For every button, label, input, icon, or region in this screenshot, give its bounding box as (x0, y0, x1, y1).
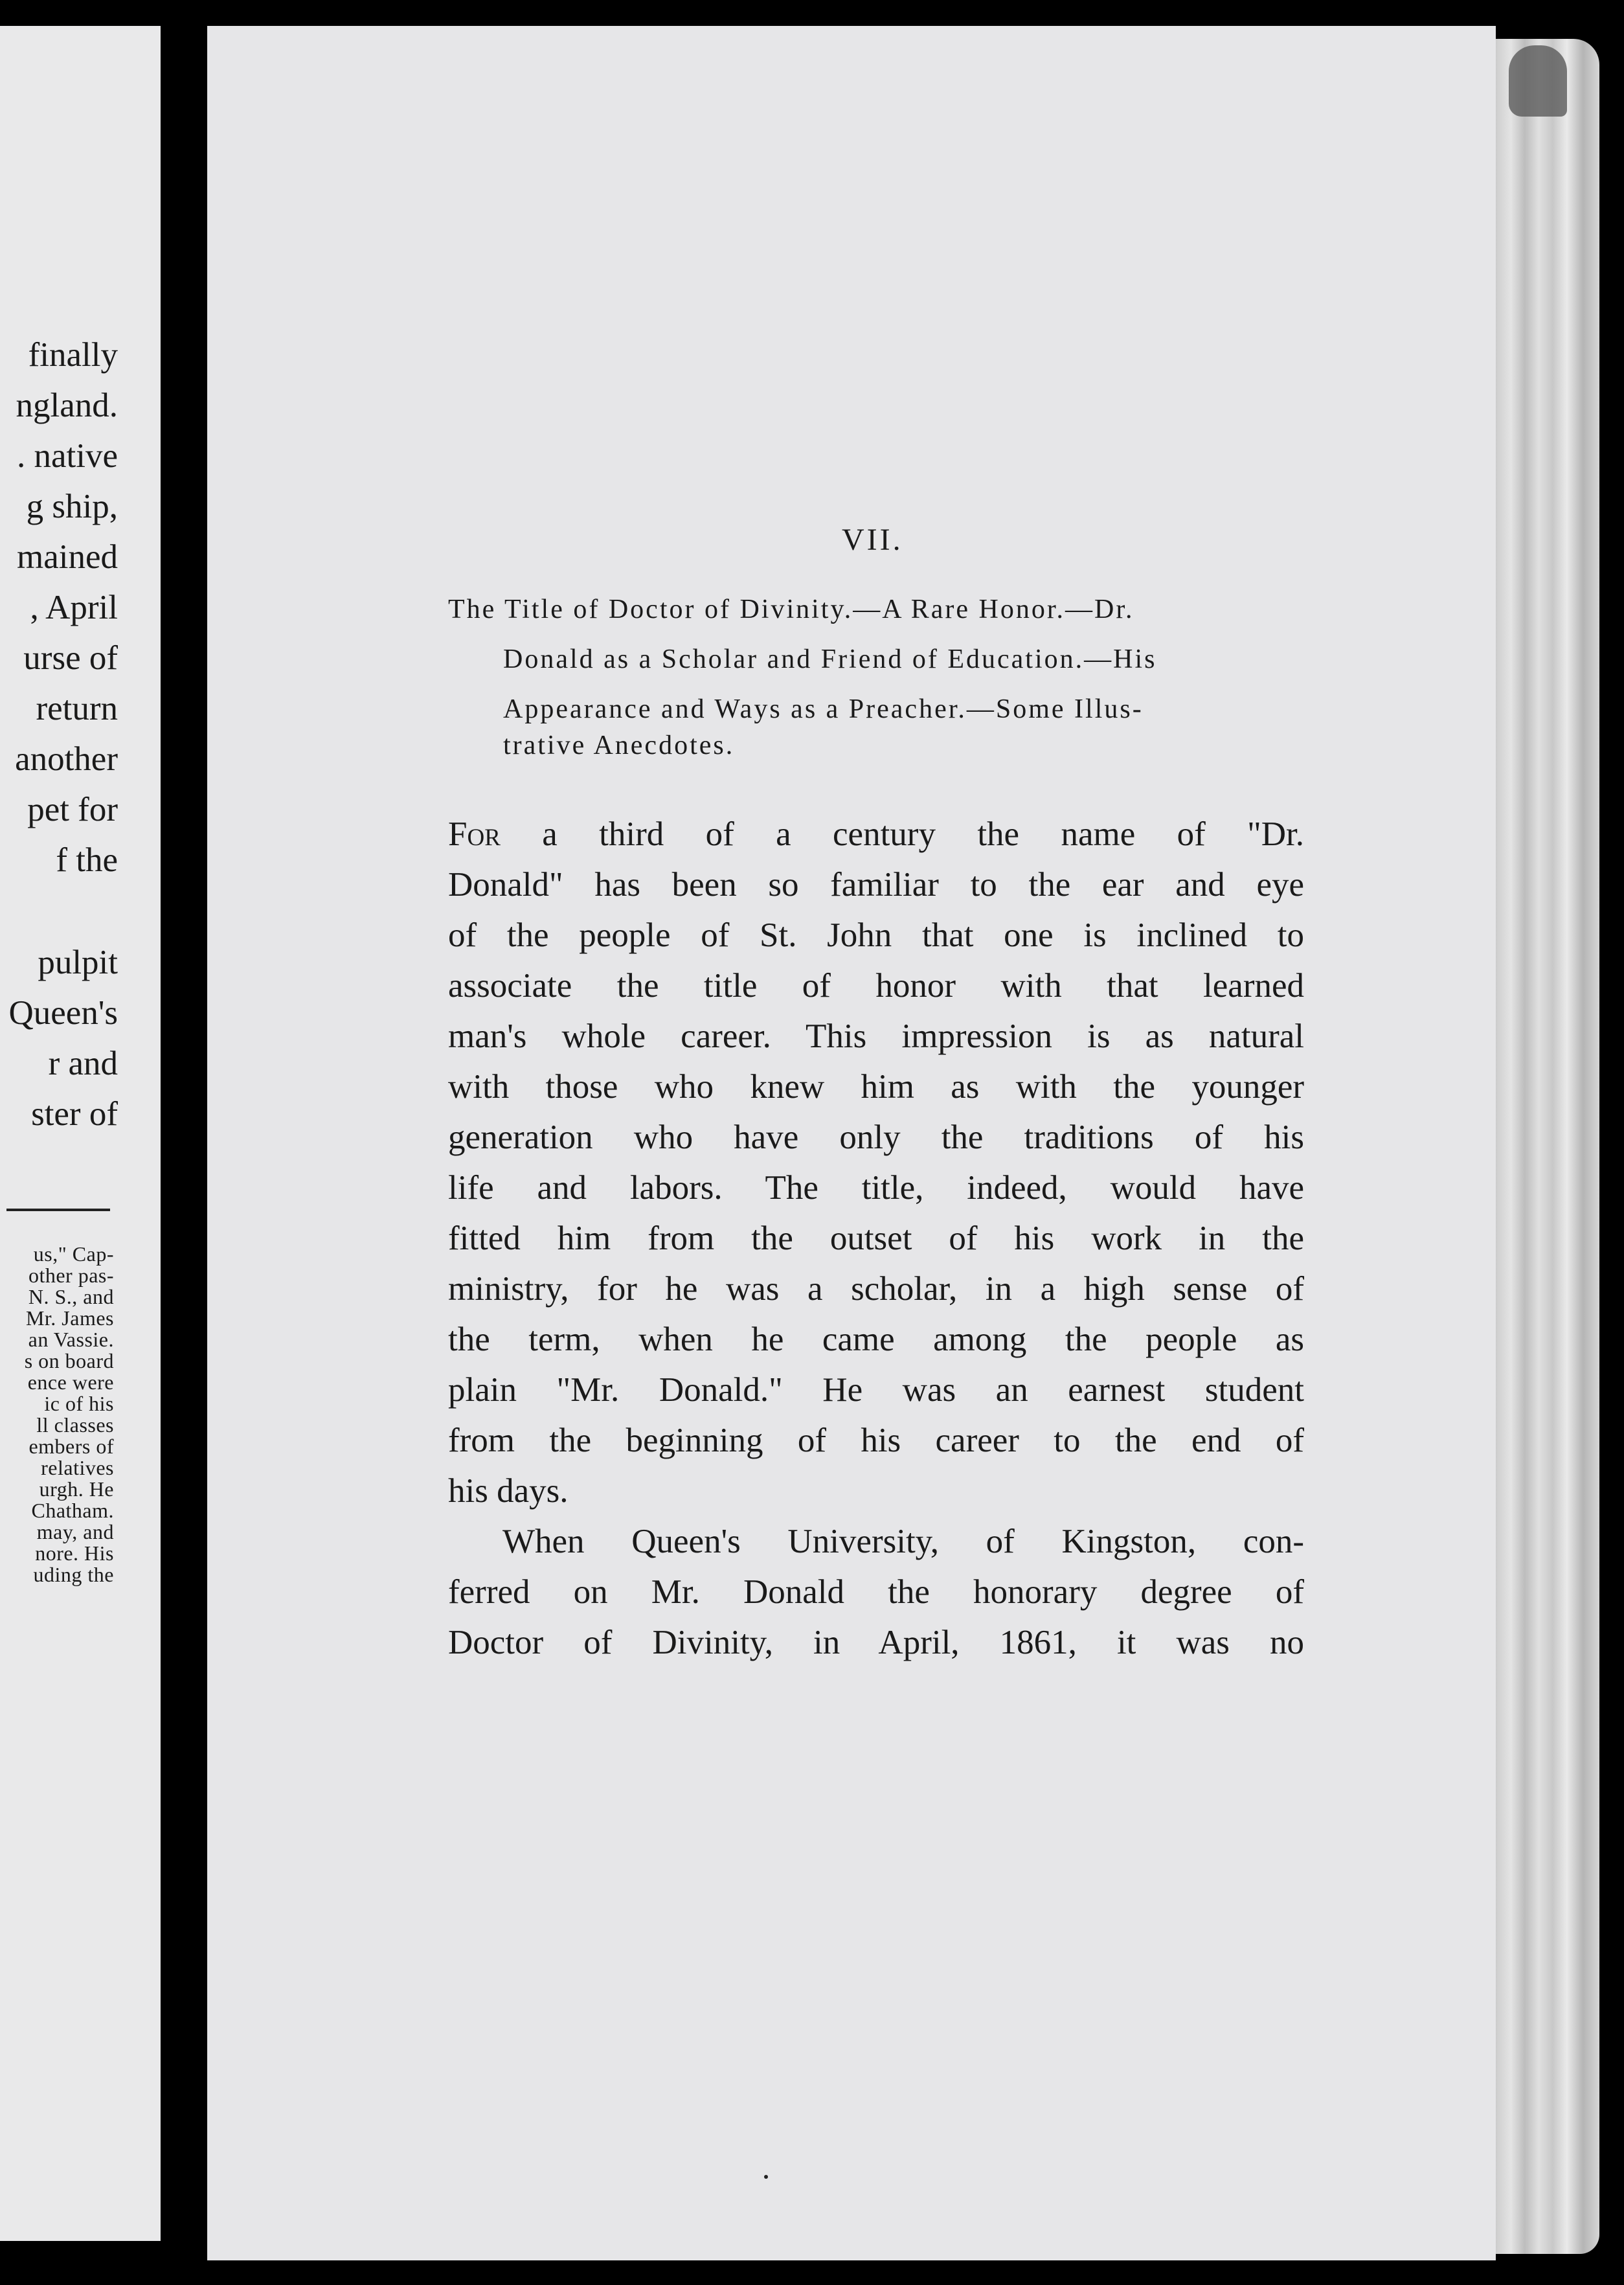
chapter-synopsis-line: The Title of Doctor of Divinity.—A Rare Honor.—Dr. (448, 595, 1134, 624)
paragraph-line: When Queen's University, of Kingston, con- (502, 1523, 1304, 1560)
left-footnote-line: Chatham. (31, 1499, 114, 1522)
left-text-line: r and (48, 1045, 118, 1082)
left-page-fragment (0, 26, 161, 2241)
chapter-synopsis-line (296, 732, 1364, 759)
book-page (207, 26, 1496, 2260)
chapter-number: VII. (842, 523, 903, 557)
left-footnote-line: nore. His (35, 1541, 114, 1565)
paragraph-line: man's whole career. This impression is as natural (448, 1017, 1304, 1055)
paragraph-line: ministry, for he was a scholar, in a high sense of (448, 1270, 1304, 1308)
drop-word: For (448, 815, 501, 853)
paragraph-line: Donald" has been so familiar to the ear and eye (448, 866, 1304, 904)
left-footnote-line: urgh. He (39, 1477, 114, 1501)
left-footnote-line: us," Cap- (33, 1242, 114, 1266)
chapter-synopsis-line (296, 696, 1364, 723)
left-footnote-line: ence were (27, 1370, 114, 1394)
left-footnote-line: may, and (36, 1520, 114, 1543)
left-text-line: , April (30, 589, 118, 626)
left-text-line: return (36, 690, 118, 727)
synopsis-text: trative Anecdotes. (503, 731, 735, 760)
page-speck (764, 2175, 768, 2179)
left-footnote-line: ll classes (36, 1413, 114, 1437)
left-text-line: . native (17, 437, 118, 475)
paragraph-line: his days. (448, 1472, 569, 1510)
left-text-line: Queen's (8, 994, 118, 1032)
chapter-synopsis-line (296, 646, 1364, 673)
left-footnote-line: N. S., and (28, 1285, 114, 1308)
footnote-rule (6, 1209, 110, 1211)
left-footnote-line: s on board (24, 1349, 114, 1372)
paragraph-line: generation who have only the traditions of his (448, 1119, 1304, 1156)
left-footnote-line: embers of (28, 1435, 114, 1458)
synopsis-text: Appearance and Ways as a Preacher.—Some Illus- (503, 694, 1144, 724)
left-text-line: urse of (23, 639, 118, 677)
left-footnote-line: ic of his (44, 1392, 114, 1415)
left-text-line: another (15, 740, 118, 778)
left-footnote-line: uding the (33, 1563, 114, 1586)
left-footnote-line: other pas- (28, 1264, 114, 1287)
left-text-line: g ship, (26, 488, 118, 525)
left-footnote-line: relatives (41, 1456, 114, 1479)
paragraph-line: of the people of St. John that one is inclined to (448, 916, 1304, 954)
left-footnote-line: Mr. James (25, 1306, 114, 1330)
paragraph-line: with those who knew him as with the younger (448, 1068, 1304, 1106)
paragraph-line: Doctor of Divinity, in April, 1861, it was no (448, 1624, 1304, 1661)
left-text-line: pet for (27, 791, 118, 828)
left-text-line: pulpit (38, 944, 118, 981)
paragraph-line: the term, when he came among the people as (448, 1321, 1304, 1358)
left-footnote-line: an Vassie. (28, 1328, 114, 1351)
left-text-line: mained (17, 538, 118, 576)
left-text-line: f the (56, 841, 118, 879)
paragraph-line: fitted him from the outset of his work in the (448, 1220, 1304, 1257)
book-page-edge (1483, 39, 1599, 2254)
paragraph-line: ferred on Mr. Donald the honorary degree of (448, 1573, 1304, 1611)
paragraph-line: from the beginning of his career to the end of (448, 1422, 1304, 1459)
paragraph-line (448, 817, 1304, 852)
synopsis-text: Donald as a Scholar and Friend of Education.—His (503, 644, 1157, 674)
left-text-line: ngland. (16, 387, 118, 424)
left-text-line: finally (28, 336, 118, 374)
paragraph-line: life and labors. The title, indeed, would have (448, 1169, 1304, 1207)
page-corner-shadow (1509, 45, 1567, 117)
paragraph-text: a third of a century the name of "Dr. (500, 815, 1304, 853)
paragraph-line: associate the title of honor with that learned (448, 967, 1304, 1005)
paragraph-line: plain "Mr. Donald." He was an earnest student (448, 1371, 1304, 1409)
left-text-line: ster of (31, 1095, 118, 1133)
